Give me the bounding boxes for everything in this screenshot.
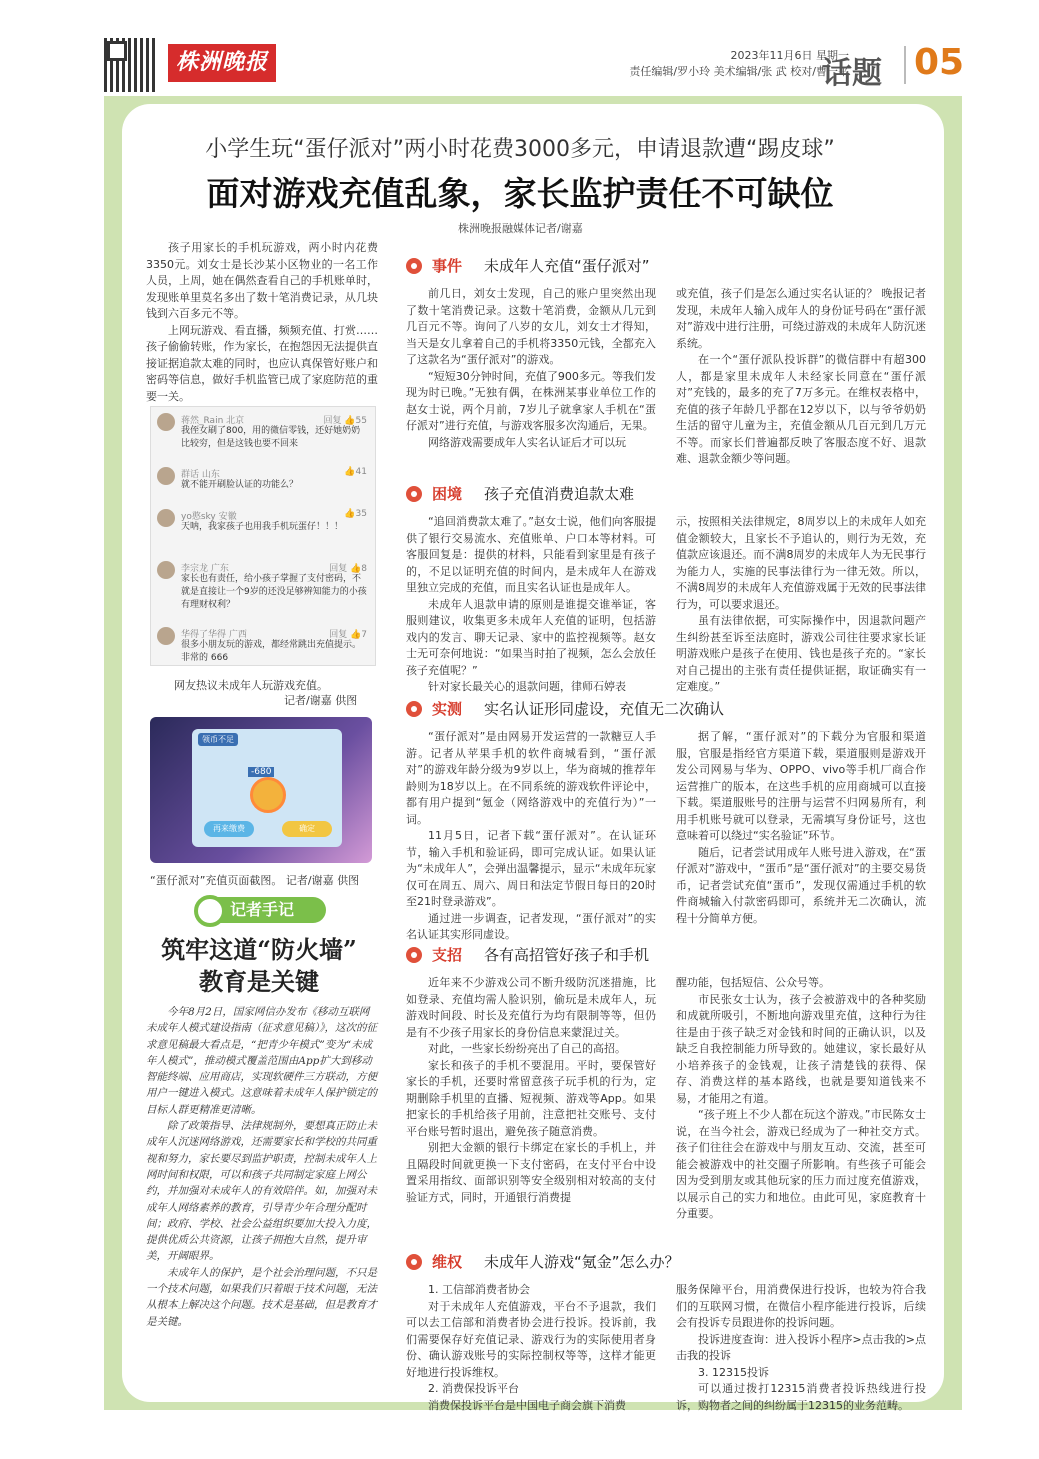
section-column: [406, 286, 656, 451]
avatar: [157, 467, 175, 485]
paragraph: “短短30分钟时间，充值了900多元。等我们发现为时已晚。”无独有偶，在株洲某事业单位工作的赵女士说，两个月前，7岁儿子就拿家人手机在“蛋仔派对”进行充值，与游戏客服多次沟通后，无果。: [406, 369, 656, 432]
paragraph: 示，按照相关法律规定，8周岁以上的未成年人如充值金额较大，且家长不予追认的，则行为无效，充值款应该退还。而不满8周岁的未成年人为无民事行为能力人，实施的民事法律行为一律无效。所以，不满8周岁的未成年人充值游戏属于无效的民事法律行为，可以要求退还。: [676, 515, 926, 611]
comment-likes: 回复 👍8: [329, 564, 367, 574]
comments-screenshot: [150, 406, 376, 666]
paragraph: 网络游戏需要成年人实名认证后才可以玩: [428, 435, 626, 449]
section-column: [676, 514, 926, 696]
comment-item: [151, 507, 375, 557]
paragraph: 在一个“蛋仔派队投诉群”的微信群中有超300人，都是家里未成年人未经家长同意在“蛋仔派对”充钱的，最多的充了7万多元。在维权表格中，充值的孩子年龄几乎都在12岁以下，以与爷爷奶奶生活的留守儿童为主，充值金额从几百元到几万元不等。而家长们普遍都反映了客服态度不好、退款难、退款金额少等问题。: [676, 353, 926, 465]
paragraph: 未成年人退款申请的原则是谁提交谁举证，客服则建议，收集更多未成年人充值的证明，包括游戏内的发言、聊天记录、家中的监控视频等。赵女士无可奈何地说：“如果当时拍了视频，怎么会放任孩子充值呢？”: [406, 597, 656, 677]
section-column: [406, 514, 656, 696]
masthead-divider: [904, 46, 906, 84]
reporter-note-badge: 记者手记: [198, 897, 326, 923]
section-header: [406, 943, 926, 969]
paragraph: 近年来不少游戏公司不断升级防沉迷措施，比如登录、充值均需人脸识别，偷玩是未成年人，玩游戏时间段、时长及充值行为均有限制等等，但仍是有不少孩子用家长的身份信息来蒙混过关。: [406, 976, 656, 1039]
cancel-button: 再来缴费: [204, 821, 254, 837]
paragraph: 3. 12315投诉: [698, 1365, 769, 1379]
qr-code: [104, 38, 158, 92]
avatar: [157, 627, 175, 645]
target-icon: [406, 486, 422, 502]
like-count: 8: [361, 564, 367, 574]
paragraph: 据了解，“蛋仔派对”的下载分为官服和渠道服，官服是指经官方渠道下载，渠道服则是游戏开发公司网易与华为、OPPO、vivo等手机厂商合作运营推广的版本，在这些手机的应用商城可以直接下载。渠道服账号的注册与运营不归网易所有，利用手机账号就可以登录，无需填写身份证号，这也意味着可以绕过“实名验证”环节。: [676, 730, 926, 842]
paragraph: 对此，一些家长纷纷亮出了自己的高招。: [428, 1042, 626, 1055]
paragraph: 服务保障平台，用消费保进行投诉，也较为符合我们的互联网习惯，在微信小程序能进行投诉，后续会有投诉专员跟进你的投诉问题。: [676, 1283, 926, 1329]
section-column: [406, 1282, 656, 1414]
section-subtitle: 各有高招管好孩子和手机: [484, 946, 650, 964]
reporter-note-body: [146, 1004, 378, 1330]
comment-item: [151, 465, 375, 505]
paragraph: “追回消费款太难了。”赵女士说，他们向客服提供了银行交易流水、充值账单、户口本等材料。可客服回复是：提供的材料，只能看到家里是有孩子的，不足以证明充值的时间内，是未成年人在游戏里独立完成的充值，而且实名认证也是成年人。: [406, 515, 656, 594]
newspaper-logo: 株洲晚报: [168, 44, 276, 82]
section-subtitle: 实名认证形同虚设，充值无二次确认: [484, 700, 725, 718]
target-icon: [406, 258, 422, 274]
paragraph: 虽有法律依据，可实际操作中，因退款问题产生纠纷甚至诉至法庭时，游戏公司往往要求家长证明游戏账户是孩子在使用、钱也是孩子充的。“家长对自己提出的主张有责任提供证据，取证确实有一定难度。”: [676, 614, 926, 693]
paragraph: 前几日，刘女士发现，自己的账户里突然出现了数十笔消费记录。这数十笔消费，金额从几元到几百元不等。询问了八岁的女儿，刘女士才得知，当天是女儿拿着自己的手机将3350元钱，全都充入了这款名为“蛋仔派对”的游戏。: [406, 287, 656, 366]
section-header: [406, 254, 926, 280]
comments-credit: 记者/谢嘉 供图: [284, 694, 358, 707]
comment-likes: 👍41: [344, 467, 367, 477]
comment-likes: 回复 👍7: [329, 630, 367, 640]
target-icon: [406, 1254, 422, 1270]
section-tag: 事件: [432, 257, 463, 275]
target-icon: [406, 947, 422, 963]
article-headline: 面对游戏充值乱象，家长监护责任不可缺位: [206, 174, 834, 213]
note-title-line: 筑牢这道“防火墙”: [161, 935, 357, 964]
section-column: [406, 729, 656, 944]
like-count: 7: [361, 630, 367, 640]
paragraph: 或充值，孩子们是怎么通过实名认证的？ 晚报记者发现，未成年人输入成年人的身份证号码在“蛋仔派对”游戏中进行注册，可绕过游戏的未成年人防沉迷系统。: [676, 287, 926, 350]
lead-paragraph: 上网玩游戏、看直播，频频充值、打赏……孩子偷偷转账，作为家长，在抱怨因无法提供直接证据追款太难的同时，也应认真保管好账户和密码等信息，做好手机监管已成了家庭防范的重要一关。: [146, 323, 378, 403]
paragraph: 别把大金额的银行卡绑定在家长的手机上，并且隔段时间就更换一下支付密码，在支付平台中设置采用指纹、面部识别等安全级别相对较高的支付验证方式，同时，开通银行消费提: [406, 1141, 656, 1204]
paragraph: 针对家长最关心的退款问题，律师石婷表: [428, 680, 626, 693]
comment-text: 我侄女刷了800，用的微信零钱，还好她奶奶比较穷，但是这钱也要不回来: [181, 426, 361, 449]
issue-date: 2023年11月6日 星期一: [730, 49, 849, 62]
game-screenshot: [150, 717, 372, 863]
paragraph: 市民张女士认为，孩子会被游戏中的各种奖励和成就所吸引，不断地向游戏里充值，这种行为往往是由于孩子缺乏对金钱和时间的正确认识，以及缺乏自我控制能力所导致的。她建议，家长最好从小培养孩子的金钱观，让孩子清楚钱的获得、保存、消费这样的基本路线，也就是要知道钱来不易，才能用之有道。: [676, 992, 926, 1105]
article-lead: [146, 240, 378, 405]
comment-author: 华得了华得 广西: [181, 630, 247, 640]
comments-caption: 网友热议未成年人玩游戏充值。: [174, 679, 328, 692]
section-tag: 支招: [432, 946, 463, 964]
avatar: [157, 413, 175, 431]
paragraph: 对于未成年人充值游戏，平台不予退款，我们可以去工信部和消费者协会进行投诉。投诉前，我们需要保存好充值记录、游戏行为的实际使用者身份、确认游戏账号的实际控制权等等，这样才能更好地进行投诉维权。: [406, 1299, 656, 1379]
issue-meta: [629, 48, 849, 80]
comment-text: 家长也有责任，给小孩子掌握了支付密码，不就是直接让一个9岁的还没足够辨知能力的小孩有理财权利？: [181, 574, 367, 610]
comment-text: 天呐，我家孩子也用我手机玩蛋仔！！！: [181, 522, 344, 532]
paragraph: 投诉进度查询：进入投诉小程序>点击我的>点击我的投诉: [676, 1332, 926, 1362]
paragraph: 消费保投诉平台是中国电子商会旗下消费: [428, 1398, 626, 1412]
section-subtitle: 未成年人游戏“氪金”怎么办？: [484, 1253, 680, 1271]
paragraph: 11月5日，记者下载“蛋仔派对”。在认证环节，输入手机和验证码，即可完成认证。如果认证为“未成年人”，会弹出温馨提示，显示“未成年玩家仅可在周五、周六、周日和法定节假日每日的20时至21时登录游戏”。: [406, 829, 656, 908]
like-count: 55: [355, 416, 367, 426]
section-subtitle: 孩子充值消费追款太难: [484, 485, 635, 503]
comment-author: yo憨sky 安徽: [181, 512, 237, 522]
paragraph: 通过进一步调查，记者发现，“蛋仔派对”的实名认证其实形同虚设。: [406, 911, 656, 941]
target-icon: [406, 701, 422, 717]
paragraph: 1. 工信部消费者协会: [428, 1283, 530, 1296]
comment-author: 李宗龙 广东: [181, 564, 229, 574]
paragraph: “孩子班上不少人都在玩这个游戏。”市民陈女士说，在当今社会，游戏已经成为了一种社交方式。孩子们往往会在游戏中与朋友互动、交流，甚至可能会被游戏中的社交圈子所影响。有些孩子可能会因为受到朋友或其他玩家的压力而过度充值游戏，以展示自己的实力和地位。由此可见，家庭教育十分重要。: [676, 1108, 926, 1220]
section-column: [676, 729, 926, 927]
paragraph: 可以通过拨打12315消费者投诉热线进行投诉，购物者之间的纠纷属于12315的业务范畴。: [676, 1382, 926, 1412]
comment-author: 蒋然_Rain 北京: [181, 416, 245, 426]
section-tag: 困境: [432, 485, 463, 503]
like-count: 41: [355, 467, 367, 477]
paragraph: 随后，记者尝试用成年人账号进入游戏，在“蛋仔派对”游戏中，“蛋币”是“蛋仔派对”的主要交易货币，记者尝试充值“蛋币”，发现仅需通过手机的软件商城输入付款密码即可，系统并无二次确认，流程十分简单方便。: [676, 845, 926, 925]
coin-price: -680: [248, 767, 274, 777]
note-paragraph: 今年8月2日，国家网信办发布《移动互联网未成年人模式建设指南（征求意见稿）》，这次的征求意见稿最大看点是，“把青少年模式”变为“未成年人模式”，推动模式覆盖范围由App扩大到移动智能终端、应用商店，实现软硬件三方联动，方便用户一键进入模式。这意味着未成年人保护锁定的目标人群更精准更清晰。: [146, 1006, 377, 1116]
note-title-line: 教育是关键: [199, 967, 319, 996]
section-name: 话题: [822, 56, 882, 91]
section-tag: 实测: [432, 700, 463, 718]
comment-text: 很多小朋友玩的游戏，都经常跳出充值提示。非常的 666: [181, 640, 362, 663]
avatar: [157, 509, 175, 527]
section-column: [406, 975, 656, 1206]
comment-likes: 👍35: [344, 509, 367, 519]
section-header: [406, 482, 926, 508]
game-caption: “蛋仔派对”充值页面截图。 记者/谢嘉 供图: [150, 874, 360, 887]
section-column: [676, 286, 926, 468]
section-column: [676, 1282, 926, 1414]
editors-line: 责任编辑/罗小玲 美术编辑/张 武 校对/曹一平: [629, 65, 849, 78]
note-paragraph: 除了政策指导、法律规制外，要想真正防止未成年人沉迷网络游戏，还需要家长和学校的共同重视和努力，家长要尽到监护职责，控制未成年人上网时间和权限，可以和孩子共同制定家庭上网公约，并加强对未成年人的有效陪伴。如，加强对未成年人网络素养的教育，引导青少年合理分配时间；政府、学校、社会公益组织要加大投入力度，提供优质公共资源，让孩子拥抱大自然，提升审美，开阔眼界。: [146, 1120, 377, 1263]
section-header: [406, 1250, 926, 1276]
avatar: [157, 561, 175, 579]
lead-paragraph: 孩子用家长的手机玩游戏，两小时内花费3350元。刘女士是长沙某小区物业的一名工作人员，上周，她在偶然查看自己的手机账单时，发现账单里莫名多出了数十笔消费记录，从几块钱到六百多元不等。: [146, 241, 378, 320]
section-tag: 维权: [432, 1253, 463, 1271]
comment-item: [151, 559, 375, 619]
coin-icon: [250, 777, 286, 813]
comment-text: 就不能开刷脸认证的功能么？: [181, 480, 299, 490]
section-subtitle: 未成年人充值“蛋仔派对”: [484, 257, 650, 275]
confirm-button: 确定: [282, 821, 332, 837]
article-kicker: 小学生玩“蛋仔派对”两小时花费3000多元，申请退款遭“踢皮球”: [205, 137, 835, 162]
paragraph: 2. 消费保投诉平台: [428, 1382, 519, 1395]
reporter-note-title: [140, 934, 378, 998]
dialog-title: 领币不足: [198, 733, 238, 746]
page-number: 05: [914, 42, 965, 83]
section-column: [676, 975, 926, 1223]
paragraph: 家长和孩子的手机不要混用。平时，要保管好家长的手机，还要时常留意孩子玩手机的行为，定期删除手机里的直播、短视频、游戏等App。如果把家长的手机给孩子用前，注意把社交账号、支付平台账号暂时退出，避免孩子随意消费。: [406, 1058, 656, 1138]
comment-likes: 回复 👍55: [323, 416, 367, 426]
article-byline: 株洲晚报融媒体记者/谢嘉: [458, 222, 583, 235]
section-header: [406, 697, 926, 723]
comment-item: [151, 625, 375, 665]
paragraph: 醒功能，包括短信、公众号等。: [676, 976, 830, 989]
comment-author: 群话 山东: [181, 470, 220, 480]
note-paragraph: 未成年人的保护，是个社会治理问题，不只是一个技术问题，如果我们只着眼于技术问题，无法从根本上解决这个问题。技术是基础，但是教育才是关键。: [146, 1266, 377, 1328]
paragraph: “蛋仔派对”是由网易开发运营的一款糖豆人手游。记者从苹果手机的软件商城看到，“蛋仔派对”的游戏年龄分级为9岁以上，华为商城的推荐年龄则为18岁以上。在不同系统的游戏软件评论中，都有用户提到“氪金（网络游戏中的充值行为）”一词。: [406, 730, 656, 826]
like-count: 35: [355, 509, 367, 519]
comment-item: [151, 411, 375, 461]
